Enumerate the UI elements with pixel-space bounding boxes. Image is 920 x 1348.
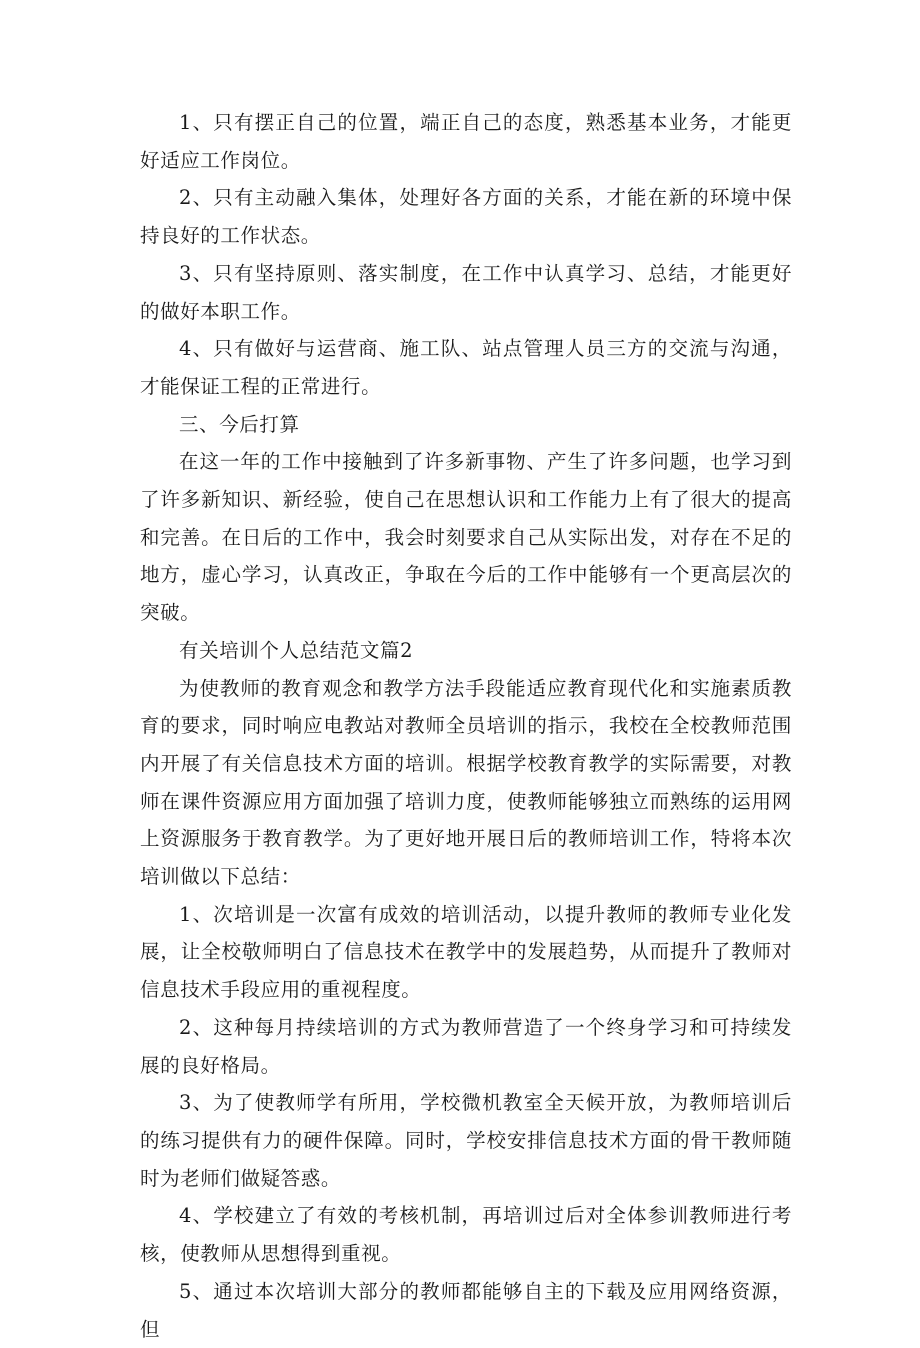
document-body xyxy=(140,104,792,1348)
section-heading-future-plans: 三、今后打算 xyxy=(179,412,300,436)
paragraph-2: 2、只有主动融入集体，处理好各方面的关系，才能在新的环境中保持良好的工作状态。 xyxy=(140,186,792,248)
summary-item-3: 3、为了使教师学有所用，学校微机教室全天候开放，为教师培训后的练习提供有力的硬件保障。同时，学校安排信息技术方面的骨干教师随时为老师们做疑答惑。 xyxy=(140,1091,792,1190)
summary-item-2: 2、这种每月持续培训的方式为教师营造了一个终身学习和可持续发展的良好格局。 xyxy=(140,1015,792,1077)
paragraph-1: 1、只有摆正自己的位置，端正自己的态度，熟悉基本业务，才能更好适应工作岗位。 xyxy=(140,111,792,172)
paragraph-3: 3、只有坚持原则、落实制度，在工作中认真学习、总结，才能更好的做好本职工作。 xyxy=(140,261,792,323)
article-title: 有关培训个人总结范文篇2 xyxy=(179,638,414,662)
summary-item-1: 1、次培训是一次富有成效的培训活动，以提升教师的教师专业化发展，让全校敬师明白了信息技术在教学中的发展趋势，从而提升了教师对信息技术手段应用的重视程度。 xyxy=(140,902,792,1002)
summary-item-5: 5、通过本次培训大部分的教师都能够自主的下载及应用网络资源，但 xyxy=(140,1279,792,1341)
summary-item-4: 4、学校建立了有效的考核机制，再培训过后对全体参训教师进行考核，使教师从思想得到重视。 xyxy=(140,1204,792,1266)
paragraph-future-plans: 在这一年的工作中接触到了许多新事物、产生了许多问题，也学习到了许多新知识、新经验，使自己在思想认识和工作能力上有了很大的提高和完善。在日后的工作中，我会时刻要求自己从实际出发，对存在不足的地方，虚心学习，认真改正，争取在今后的工作中能够有一个更高层次的突破。 xyxy=(140,450,792,625)
paragraph-4: 4、只有做好与运营商、施工队、站点管理人员三方的交流与沟通，才能保证工程的正常进行。 xyxy=(140,337,792,398)
paragraph-intro: 为使教师的教育观念和教学方法手段能适应教育现代化和实施素质教育的要求，同时响应电教站对教师全员培训的指示，我校在全校教师范围内开展了有关信息技术方面的培训。根据学校教育教学的实际需要，对教师在课件资源应用方面加强了培训力度，使教师能够独立而熟练的运用网上资源服务于教育教学。为了更好地开展日后的教师培训工作，特将本次培训做以下总结： xyxy=(140,676,792,889)
